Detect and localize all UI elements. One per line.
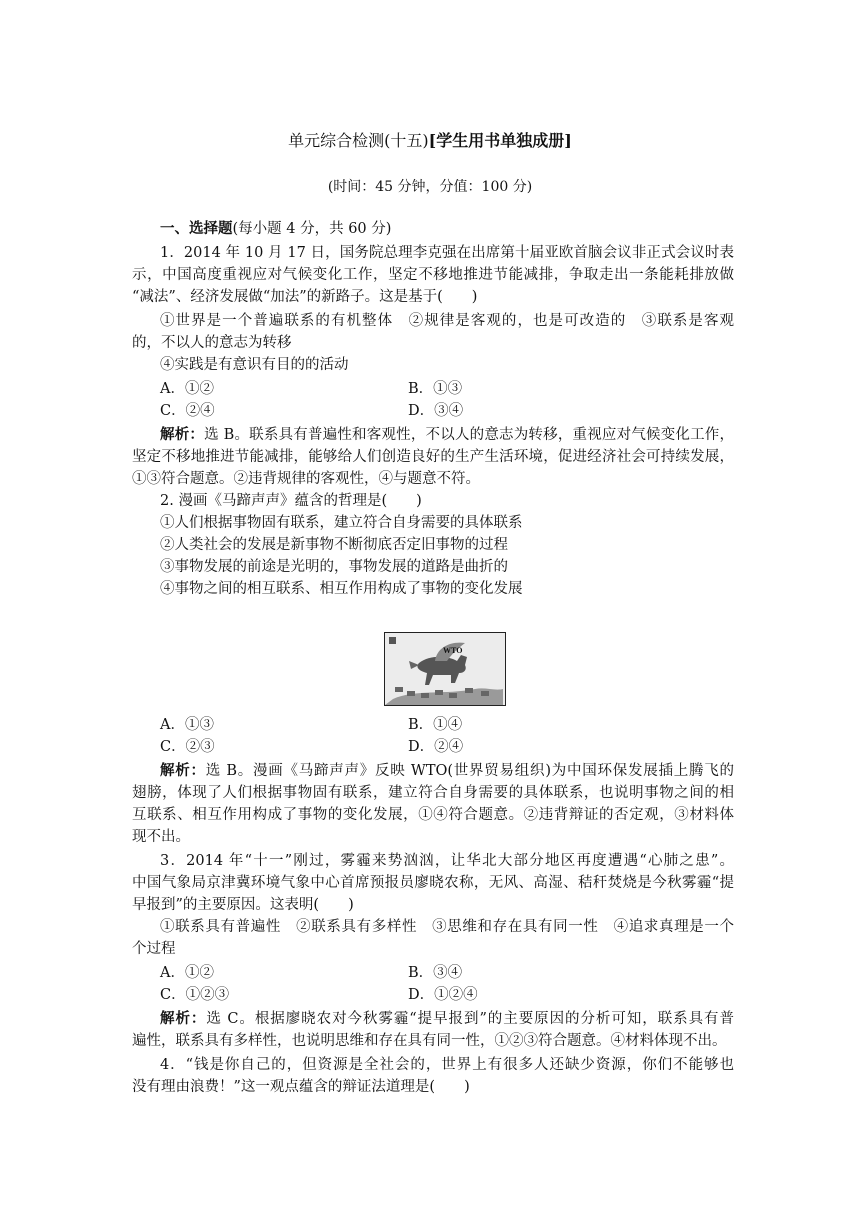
q2-option-d: D．②④ <box>408 739 464 755</box>
comic-illustration <box>384 632 506 706</box>
q3-stem-line: 早报到”的主要原因。这表明( ) <box>132 897 354 913</box>
q1-analysis-text: 选 B。联系具有普遍性和客观性，不以人的意志为转移，重视应对气候变化工作， <box>204 427 734 443</box>
q2-analysis-label: 解析： <box>160 762 206 779</box>
q1-option-a: A．①② <box>160 381 214 397</box>
q1-stem-line: “减法”、经济发展做“加法”的新路子。这是基于( ) <box>132 289 478 305</box>
exam-meta: (时间：45 分钟，分值：100 分) <box>327 179 533 195</box>
title-bold: [学生用书单独成册] <box>428 131 572 150</box>
q2-option-b: B．①④ <box>408 717 463 733</box>
comic-wto-label: WTO <box>443 646 463 655</box>
q3-option-c: C．①②③ <box>160 987 230 1003</box>
q3-item-line: 个过程 <box>132 941 176 957</box>
q3-option-d: D．①②④ <box>408 987 478 1003</box>
q2-item-line: ④事物之间的相互联系、相互作用构成了事物的变化发展 <box>160 581 523 597</box>
q3-analysis-label: 解析： <box>160 1010 207 1027</box>
q4-stem-line: 4．“钱是你自己的，但资源是全社会的，世界上有很多人还缺少资源，你们不能够也 <box>160 1057 734 1073</box>
title-main: 单元综合检测(十五) <box>288 131 429 150</box>
q2-analysis-line <box>160 760 734 782</box>
q1-option-c: C．②④ <box>160 403 215 419</box>
q1-analysis-line <box>160 424 734 446</box>
q2-analysis-line: 互联系、相互作用构成了事物的变化发展，①④符合题意。②违背辩证的否定观，③材料体 <box>132 807 734 823</box>
q2-item-line: ③事物发展的前途是光明的，事物发展的道路是曲折的 <box>160 559 508 575</box>
q2-stem: 2. 漫画《马蹄声声》蕴含的哲理是( ) <box>160 493 422 509</box>
q1-analysis-label: 解析： <box>160 426 205 443</box>
q1-stem-line: 1．2014 年 10 月 17 日，国务院总理李克强在出席第十届亚欧首脑会议非正式会议时表 <box>160 245 734 261</box>
q1-analysis-line: 坚定不移地推进节能减排，能够给人们创造良好的生产生活环境，促进经济社会可持续发展， <box>132 449 734 465</box>
q2-option-a: A．①③ <box>160 717 214 733</box>
q3-analysis-text: 选 C。根据廖晓农对今秋雾霾“提早报到”的主要原因的分析可知，联系具有普 <box>206 1011 734 1027</box>
q1-item-line: 的，不以人的意志为转移 <box>132 335 292 351</box>
q3-stem-line: 中国气象局京津冀环境气象中心首席预报员廖晓农称，无风、高湿、秸秆焚烧是今秋雾霾“提 <box>132 875 734 891</box>
section-heading-text: 一、选择题 <box>160 220 233 237</box>
q2-option-c: C．②③ <box>160 739 215 755</box>
page-title <box>0 128 860 151</box>
q3-stem-line: 3．2014 年“十一”刚过，雾霾来势汹汹，让华北大部分地区再度遭遇“心肺之患”。 <box>160 853 734 869</box>
q4-stem-line: 没有理由浪费！”这一观点蕴含的辩证法道理是( ) <box>132 1079 470 1095</box>
q3-analysis-line: 遍性，联系具有多样性，也说明思维和存在具有同一性，①②③符合题意。④材料体现不出。 <box>132 1033 727 1049</box>
q1-analysis-line: ①③符合题意。②违背规律的客观性，④与题意不符。 <box>132 471 480 487</box>
q1-option-b: B．①③ <box>408 381 463 397</box>
q2-item-line: ②人类社会的发展是新事物不断彻底否定旧事物的过程 <box>160 537 508 553</box>
q1-item-line: ④实践是有意识有目的的活动 <box>160 357 349 373</box>
q1-option-d: D．③④ <box>408 403 464 419</box>
q1-stem-line: 示，中国高度重视应对气候变化工作，坚定不移地推进节能减排，争取走出一条能耗排放做 <box>132 267 734 283</box>
q3-item-line: ①联系具有普遍性 ②联系具有多样性 ③思维和存在具有同一性 ④追求真理是一个 <box>160 919 734 935</box>
q3-option-a: A．①② <box>160 965 214 981</box>
q2-analysis-line: 现不出。 <box>132 829 190 845</box>
q1-item-line: ①世界是一个普遍联系的有机整体 ②规律是客观的，也是可改造的 ③联系是客观 <box>160 313 734 329</box>
comic-drawing <box>385 633 505 705</box>
q2-analysis-line: 翅膀，体现了人们根据事物固有联系，建立符合自身需要的具体联系，也说明事物之间的相 <box>132 785 734 801</box>
q2-analysis-text: 选 B。漫画《马蹄声声》反映 WTO(世界贸易组织)为中国环保发展插上腾飞的 <box>205 763 734 779</box>
q3-analysis-line <box>160 1008 734 1030</box>
q2-item-line: ①人们根据事物固有联系，建立符合自身需要的具体联系 <box>160 515 523 531</box>
q3-option-b: B．③④ <box>408 965 463 981</box>
section-note: (每小题 4 分，共 60 分) <box>232 221 392 237</box>
section-heading <box>160 218 734 240</box>
